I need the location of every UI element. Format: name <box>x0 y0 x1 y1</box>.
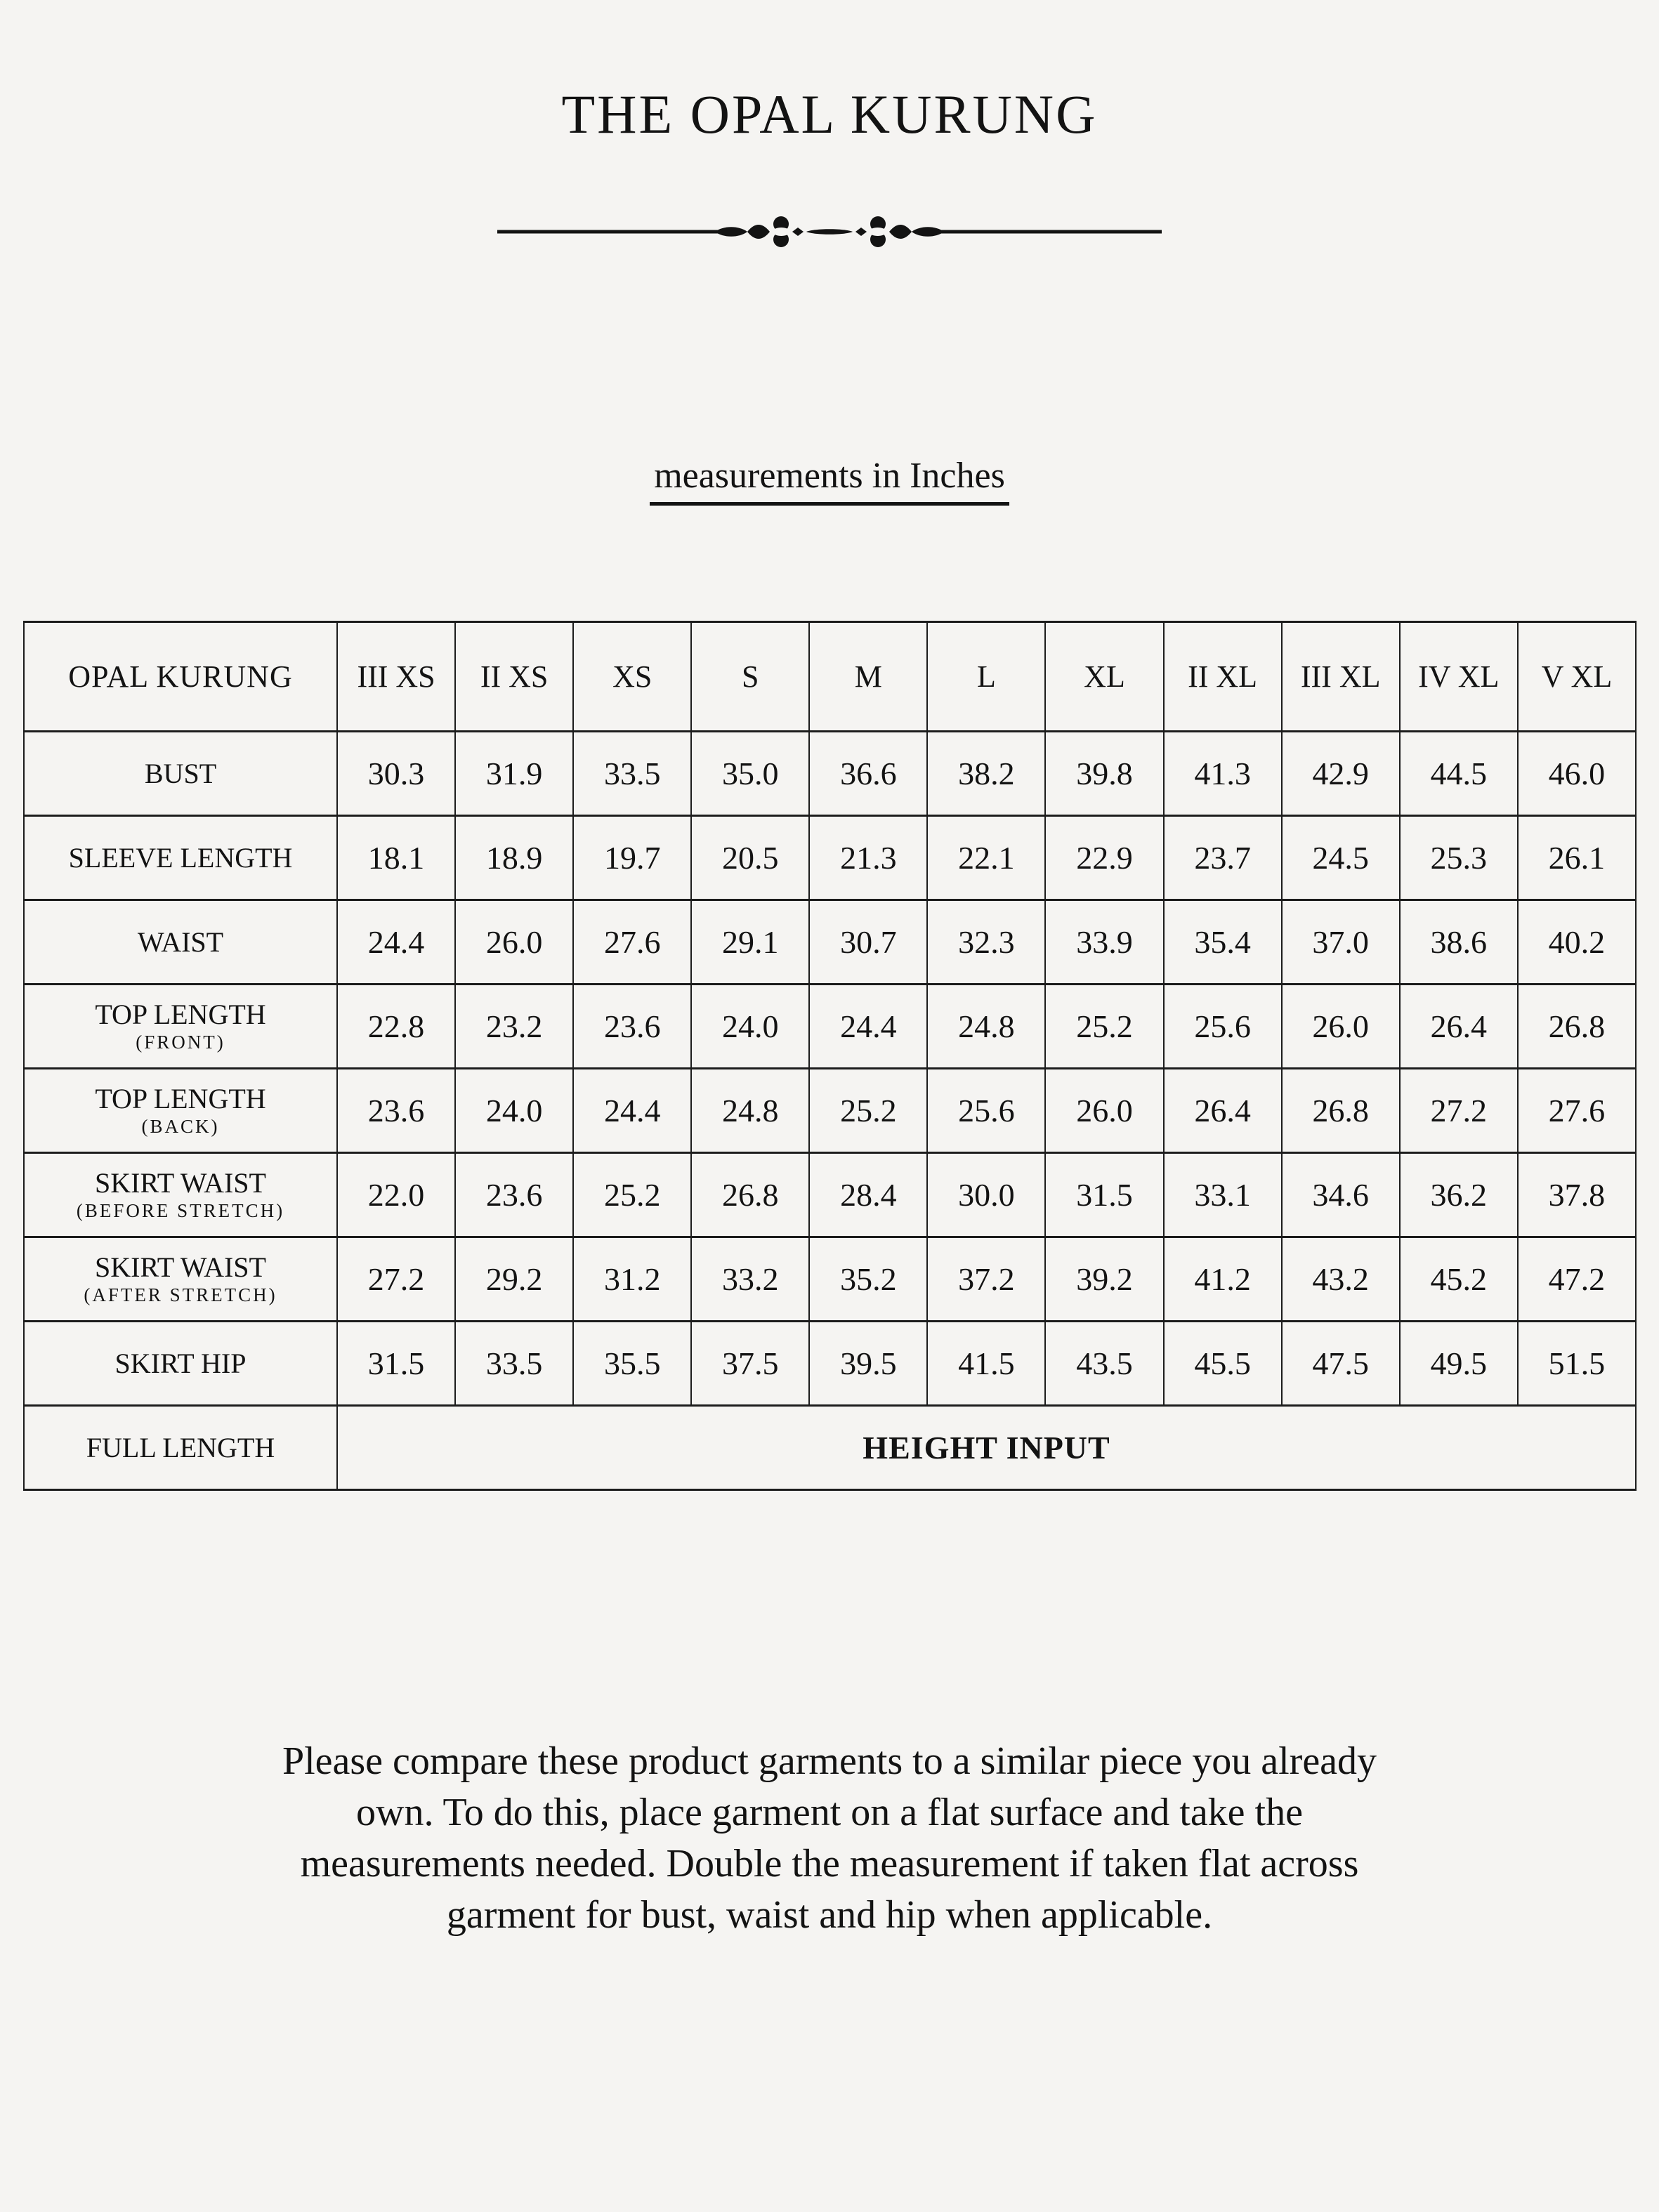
size-table <box>23 621 1637 1491</box>
subtitle: measurements in Inches <box>650 455 1009 506</box>
measurement-value: 30.0 <box>927 1153 1045 1237</box>
measurement-value: 21.3 <box>809 816 927 900</box>
measurement-value: 23.6 <box>337 1069 455 1153</box>
row-label-cell <box>24 1237 337 1322</box>
row-sublabel: (AFTER STRETCH) <box>84 1284 277 1305</box>
measurement-value: 51.5 <box>1518 1322 1636 1406</box>
measurement-value: 33.2 <box>691 1237 809 1322</box>
table-row <box>24 900 1636 985</box>
measurement-value: 39.2 <box>1045 1237 1163 1322</box>
measurement-value: 28.4 <box>809 1153 927 1237</box>
row-sublabel: (BEFORE STRETCH) <box>76 1199 285 1221</box>
measurement-value: 31.5 <box>1045 1153 1163 1237</box>
size-column-header: S <box>691 622 809 732</box>
measurement-value: 34.6 <box>1282 1153 1400 1237</box>
row-label-cell <box>24 900 337 985</box>
measurement-value: 26.4 <box>1164 1069 1282 1153</box>
measurement-value: 22.0 <box>337 1153 455 1237</box>
table-row <box>24 1069 1636 1153</box>
measurement-value: 22.8 <box>337 985 455 1069</box>
measurement-value: 24.0 <box>691 985 809 1069</box>
measurement-value: 43.2 <box>1282 1237 1400 1322</box>
row-label-cell <box>24 732 337 816</box>
row-label-cell <box>24 1069 337 1153</box>
note-line: measurements needed. Double the measurement if taken flat across <box>300 1842 1359 1885</box>
corner-header: OPAL KURUNG <box>24 622 337 732</box>
measurement-value: 43.5 <box>1045 1322 1163 1406</box>
note-line: own. To do this, place garment on a flat surface and take the <box>356 1791 1303 1834</box>
table-row <box>24 985 1636 1069</box>
measurement-value: 46.0 <box>1518 732 1636 816</box>
row-label: TOP LENGTH <box>95 1082 266 1114</box>
table-row <box>24 1406 1636 1490</box>
measurement-value: 33.5 <box>455 1322 573 1406</box>
measurement-value: 18.1 <box>337 816 455 900</box>
row-label: SKIRT WAIST <box>95 1166 266 1199</box>
row-sublabel: (FRONT) <box>136 1031 225 1053</box>
measurement-value: 25.2 <box>809 1069 927 1153</box>
measurement-value: 27.6 <box>573 900 691 985</box>
measurement-value: 30.3 <box>337 732 455 816</box>
measurement-value: 18.9 <box>455 816 573 900</box>
measurement-value: 36.2 <box>1400 1153 1518 1237</box>
row-label-cell <box>24 1153 337 1237</box>
row-sublabel: (BACK) <box>141 1115 220 1137</box>
measurement-value: 24.8 <box>691 1069 809 1153</box>
measurement-value: 37.5 <box>691 1322 809 1406</box>
row-label-cell <box>24 1322 337 1406</box>
table-row <box>24 732 1636 816</box>
table-row <box>24 1153 1636 1237</box>
size-column-header: II XL <box>1164 622 1282 732</box>
measurement-value: 45.2 <box>1400 1237 1518 1322</box>
row-label: BUST <box>144 757 217 789</box>
measurement-value: 25.6 <box>1164 985 1282 1069</box>
measurement-value: 41.2 <box>1164 1237 1282 1322</box>
row-label: FULL LENGTH <box>86 1431 275 1463</box>
measurement-value: 41.5 <box>927 1322 1045 1406</box>
row-label-cell <box>24 985 337 1069</box>
row-label: WAIST <box>137 926 224 958</box>
row-label-cell <box>24 816 337 900</box>
measurement-value: 31.5 <box>337 1322 455 1406</box>
measurement-value: 35.5 <box>573 1322 691 1406</box>
measurement-value: 36.6 <box>809 732 927 816</box>
size-column-header: V XL <box>1518 622 1636 732</box>
table-row <box>24 1322 1636 1406</box>
note-line: garment for bust, waist and hip when applicable. <box>446 1893 1213 1937</box>
page-title: THE OPAL KURUNG <box>561 84 1098 145</box>
size-column-header: L <box>927 622 1045 732</box>
measurement-value: 23.6 <box>455 1153 573 1237</box>
row-label: SLEEVE LENGTH <box>68 841 293 874</box>
measurement-value: 32.3 <box>927 900 1045 985</box>
measurement-value: 26.8 <box>1518 985 1636 1069</box>
measurement-value: 24.0 <box>455 1069 573 1153</box>
measurement-value: 33.5 <box>573 732 691 816</box>
measurement-value: 22.9 <box>1045 816 1163 900</box>
measurement-value: 26.8 <box>1282 1069 1400 1153</box>
fleuron-divider-icon <box>497 212 1162 251</box>
height-input-cell: HEIGHT INPUT <box>337 1406 1636 1490</box>
measurement-value: 26.8 <box>691 1153 809 1237</box>
measurement-value: 40.2 <box>1518 900 1636 985</box>
size-column-header: XL <box>1045 622 1163 732</box>
size-column-header: III XL <box>1282 622 1400 732</box>
measurement-value: 33.1 <box>1164 1153 1282 1237</box>
measurement-value: 45.5 <box>1164 1322 1282 1406</box>
measurement-value: 44.5 <box>1400 732 1518 816</box>
measurement-value: 25.6 <box>927 1069 1045 1153</box>
measurement-value: 24.4 <box>337 900 455 985</box>
measurement-value: 37.8 <box>1518 1153 1636 1237</box>
row-label: SKIRT HIP <box>114 1347 247 1379</box>
measurement-value: 38.2 <box>927 732 1045 816</box>
table-row <box>24 1237 1636 1322</box>
measurement-value: 39.5 <box>809 1322 927 1406</box>
measurement-value: 23.6 <box>573 985 691 1069</box>
measurement-value: 22.1 <box>927 816 1045 900</box>
measurement-value: 25.2 <box>1045 985 1163 1069</box>
size-column-header: III XS <box>337 622 455 732</box>
measurement-value: 26.4 <box>1400 985 1518 1069</box>
measurement-value: 23.2 <box>455 985 573 1069</box>
measurement-value: 27.6 <box>1518 1069 1636 1153</box>
measurement-value: 19.7 <box>573 816 691 900</box>
row-label: TOP LENGTH <box>95 998 266 1030</box>
measurement-value: 35.2 <box>809 1237 927 1322</box>
size-column-header: II XS <box>455 622 573 732</box>
measurement-value: 49.5 <box>1400 1322 1518 1406</box>
measurement-value: 27.2 <box>1400 1069 1518 1153</box>
measurement-value: 27.2 <box>337 1237 455 1322</box>
measurement-value: 20.5 <box>691 816 809 900</box>
measurement-value: 26.0 <box>1045 1069 1163 1153</box>
note-line: Please compare these product garments to a similar piece you already <box>282 1739 1377 1783</box>
size-column-header: XS <box>573 622 691 732</box>
measurement-value: 39.8 <box>1045 732 1163 816</box>
measurement-value: 31.9 <box>455 732 573 816</box>
decorative-divider-ornament <box>497 212 1162 251</box>
size-column-header: M <box>809 622 927 732</box>
measurement-value: 47.2 <box>1518 1237 1636 1322</box>
measurement-value: 37.2 <box>927 1237 1045 1322</box>
table-row <box>24 816 1636 900</box>
measurement-value: 24.4 <box>809 985 927 1069</box>
measurement-value: 35.0 <box>691 732 809 816</box>
measurement-value: 29.1 <box>691 900 809 985</box>
measurement-value: 42.9 <box>1282 732 1400 816</box>
measurement-value: 24.5 <box>1282 816 1400 900</box>
subtitle-row <box>0 455 1659 506</box>
measurement-value: 26.0 <box>1282 985 1400 1069</box>
size-column-header: IV XL <box>1400 622 1518 732</box>
measurement-value: 37.0 <box>1282 900 1400 985</box>
measurement-value: 29.2 <box>455 1237 573 1322</box>
measurement-value: 23.7 <box>1164 816 1282 900</box>
measurement-value: 26.1 <box>1518 816 1636 900</box>
measurement-value: 25.2 <box>573 1153 691 1237</box>
note-paragraph <box>0 1736 1659 1941</box>
measurement-value: 30.7 <box>809 900 927 985</box>
measurement-value: 26.0 <box>455 900 573 985</box>
row-label-cell <box>24 1406 337 1490</box>
measurement-value: 25.3 <box>1400 816 1518 900</box>
measurement-value: 38.6 <box>1400 900 1518 985</box>
measurement-value: 41.3 <box>1164 732 1282 816</box>
measurement-value: 31.2 <box>573 1237 691 1322</box>
measurement-value: 33.9 <box>1045 900 1163 985</box>
measurement-value: 24.8 <box>927 985 1045 1069</box>
measurement-value: 47.5 <box>1282 1322 1400 1406</box>
row-label: SKIRT WAIST <box>95 1251 266 1283</box>
measurement-value: 24.4 <box>573 1069 691 1153</box>
table-header-row <box>24 622 1636 732</box>
measurement-value: 35.4 <box>1164 900 1282 985</box>
